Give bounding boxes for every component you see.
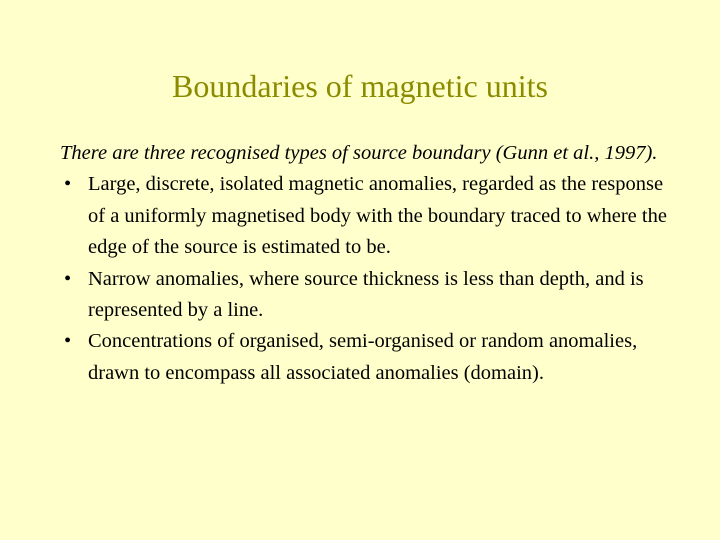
bullet-text-2: Narrow anomalies, where source thickness is less than depth, and is represented by a line.	[88, 267, 644, 322]
bullet-text-3: Concentrations of organised, semi-organised or random anomalies, drawn to encompass all associated anomalies (domain).	[88, 330, 638, 384]
slide-title: Boundaries of magnetic units	[172, 68, 548, 104]
bullet-list	[60, 169, 680, 389]
intro-paragraph: There are three recognised types of source boundary (Gunn et al., 1997).	[60, 142, 658, 164]
bullet-item-3	[60, 326, 680, 389]
bullet-item-2	[60, 264, 680, 327]
bullet-text-1: Large, discrete, isolated magnetic anomalies, regarded as the response of a uniformly magnetised body with the boundary traced to where the edge of the source is estimated to be.	[88, 173, 667, 259]
bullet-icon: •	[64, 267, 72, 290]
bullet-icon: •	[64, 173, 72, 196]
bullet-item-1	[60, 169, 680, 263]
slide-body	[60, 138, 680, 389]
bullet-icon: •	[64, 330, 72, 353]
